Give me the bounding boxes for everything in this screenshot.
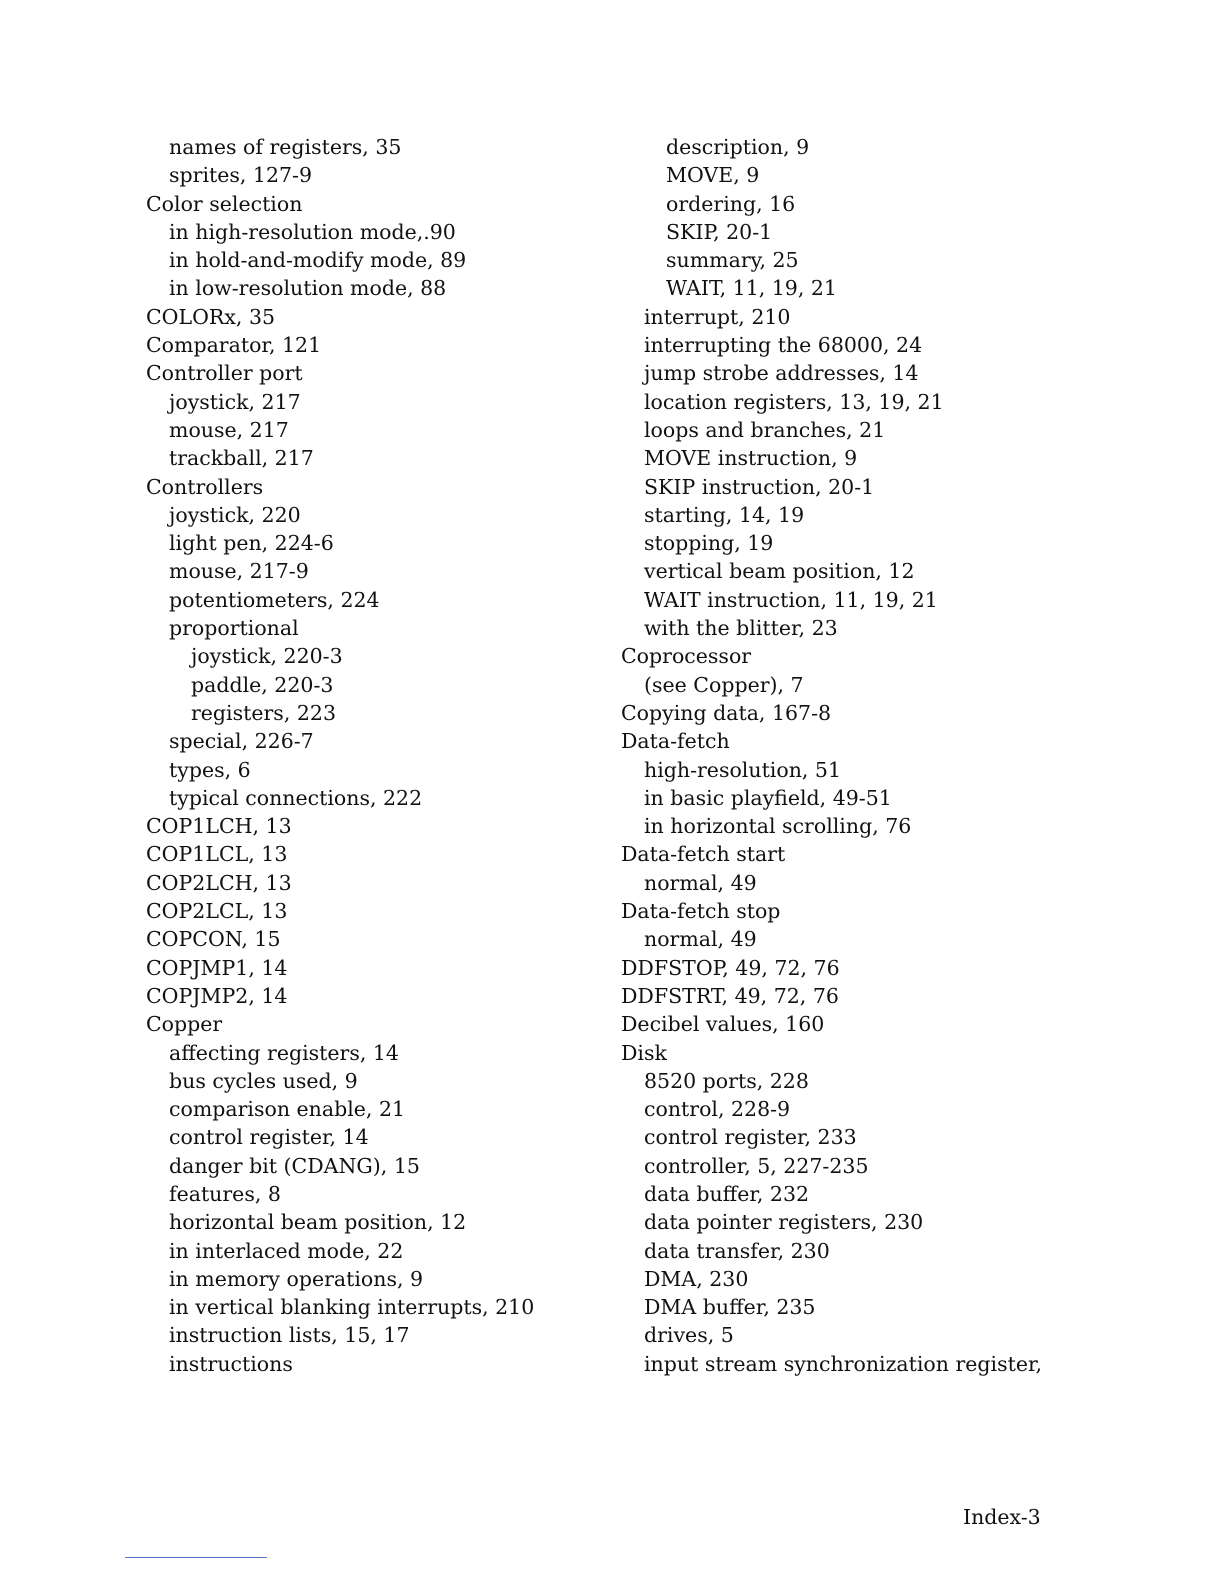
index-subentry: special, 226-7 — [169, 729, 314, 754]
index-subentry: in basic playfield, 49-51 — [644, 785, 892, 810]
index-subentry: danger bit (CDANG), 15 — [169, 1153, 420, 1178]
index-subentry: controller, 5, 227-235 — [644, 1153, 869, 1178]
index-subentry: registers, 223 — [191, 700, 336, 725]
index-subentry: mouse, 217 — [169, 417, 289, 442]
index-subentry: input stream synchronization register, — [644, 1351, 1043, 1376]
index-subentry: potentiometers, 224 — [169, 587, 380, 612]
index-subentry: normal, 49 — [644, 870, 757, 895]
index-subentry: in low-resolution mode, 88 — [169, 276, 447, 301]
index-heading: COPJMP1, 14 — [146, 955, 288, 980]
index-heading: DDFSTRT, 49, 72, 76 — [621, 983, 839, 1008]
index-subentry: control, 228-9 — [644, 1097, 791, 1122]
index-subentry: in vertical blanking interrupts, 210 — [169, 1295, 535, 1320]
index-heading: COP2LCH, 13 — [146, 870, 292, 895]
index-subentry: SKIP, 20-1 — [666, 219, 773, 244]
index-subentry: data pointer registers, 230 — [644, 1210, 924, 1235]
index-subentry: bus cycles used, 9 — [169, 1068, 358, 1093]
index-subentry: types, 6 — [169, 757, 251, 782]
index-subentry: MOVE, 9 — [666, 163, 760, 188]
index-subentry: in memory operations, 9 — [169, 1266, 424, 1291]
index-subentry: instruction lists, 15, 17 — [169, 1323, 410, 1348]
index-heading: Decibel values, 160 — [621, 1012, 825, 1037]
index-subentry: DMA buffer, 235 — [644, 1295, 816, 1320]
index-subentry: comparison enable, 21 — [169, 1097, 406, 1122]
index-subentry: high-resolution, 51 — [644, 757, 842, 782]
index-heading: COPJMP2, 14 — [146, 983, 288, 1008]
index-subentry: affecting registers, 14 — [169, 1040, 399, 1065]
index-heading: Color selection — [146, 191, 303, 216]
index-subentry: proportional — [169, 616, 299, 641]
index-heading: Copper — [146, 1012, 223, 1037]
index-subentry: 8520 ports, 228 — [644, 1068, 809, 1093]
index-subentry: jump strobe addresses, 14 — [644, 361, 919, 386]
index-subentry: drives, 5 — [644, 1323, 734, 1348]
index-heading: Data-fetch — [621, 729, 730, 754]
index-heading: Data-fetch stop — [621, 899, 781, 924]
index-subentry: joystick, 217 — [169, 389, 301, 414]
index-subentry: starting, 14, 19 — [644, 502, 805, 527]
index-subentry: trackball, 217 — [169, 446, 314, 471]
index-subentry: stopping, 19 — [644, 531, 774, 556]
index-subentry: ordering, 16 — [666, 191, 796, 216]
index-subentry: sprites, 127-9 — [169, 163, 313, 188]
index-subentry: normal, 49 — [644, 927, 757, 952]
index-heading: DDFSTOP, 49, 72, 76 — [621, 955, 840, 980]
index-subentry: control register, 233 — [644, 1125, 857, 1150]
index-subentry: (see Copper), 7 — [644, 672, 804, 697]
index-subentry: light pen, 224-6 — [169, 531, 334, 556]
index-subentry: summary, 25 — [666, 248, 799, 273]
index-subentry: in hold-and-modify mode, 89 — [169, 248, 467, 273]
index-subentry: loops and branches, 21 — [644, 417, 886, 442]
index-subentry: interrupting the 68000, 24 — [644, 333, 923, 358]
index-subentry: data buffer, 232 — [644, 1181, 810, 1206]
index-subentry: in horizontal scrolling, 76 — [644, 814, 912, 839]
index-subentry: mouse, 217-9 — [169, 559, 309, 584]
index-subentry: instructions — [169, 1351, 293, 1376]
index-subentry: with the blitter, 23 — [644, 616, 838, 641]
index-subentry: control register, 14 — [169, 1125, 369, 1150]
index-subentry: vertical beam position, 12 — [644, 559, 915, 584]
index-heading: Controller port — [146, 361, 303, 386]
index-subentry: names of registers, 35 — [169, 135, 402, 159]
index-heading: Comparator, 121 — [146, 333, 322, 358]
index-heading: Copying data, 167-8 — [621, 700, 832, 725]
index-heading: Data-fetch start — [621, 842, 786, 867]
index-heading: COP2LCL, 13 — [146, 899, 288, 924]
index-subentry: WAIT, 11, 19, 21 — [666, 276, 837, 301]
index-heading: COP1LCL, 13 — [146, 842, 288, 867]
index-heading: Coprocessor — [621, 644, 752, 669]
index-subentry: in high-resolution mode,.90 — [169, 219, 456, 244]
index-subentry: description, 9 — [666, 135, 810, 159]
index-subentry: in interlaced mode, 22 — [169, 1238, 404, 1263]
page-number: Index-3 — [963, 1505, 1041, 1529]
index-left-column — [146, 133, 626, 1378]
index-subentry: joystick, 220-3 — [191, 644, 343, 669]
index-heading: COP1LCH, 13 — [146, 814, 292, 839]
index-subentry: MOVE instruction, 9 — [644, 446, 858, 471]
index-heading: Controllers — [146, 474, 264, 499]
index-subentry: data transfer, 230 — [644, 1238, 830, 1263]
index-subentry: paddle, 220-3 — [191, 672, 334, 697]
index-subentry: WAIT instruction, 11, 19, 21 — [644, 587, 938, 612]
index-heading: COLORx, 35 — [146, 304, 276, 329]
index-subentry: typical connections, 222 — [169, 785, 423, 810]
index-heading: Disk — [621, 1040, 667, 1065]
index-subentry: joystick, 220 — [169, 502, 301, 527]
index-subentry: interrupt, 210 — [644, 304, 791, 329]
index-subentry: SKIP instruction, 20-1 — [644, 474, 875, 499]
index-subentry: features, 8 — [169, 1181, 281, 1206]
index-subentry: horizontal beam position, 12 — [169, 1210, 467, 1235]
index-subentry: location registers, 13, 19, 21 — [644, 389, 944, 414]
index-subentry: DMA, 230 — [644, 1266, 749, 1291]
footer-rule — [125, 1557, 267, 1558]
index-heading: COPCON, 15 — [146, 927, 281, 952]
index-right-column — [621, 133, 1081, 1378]
